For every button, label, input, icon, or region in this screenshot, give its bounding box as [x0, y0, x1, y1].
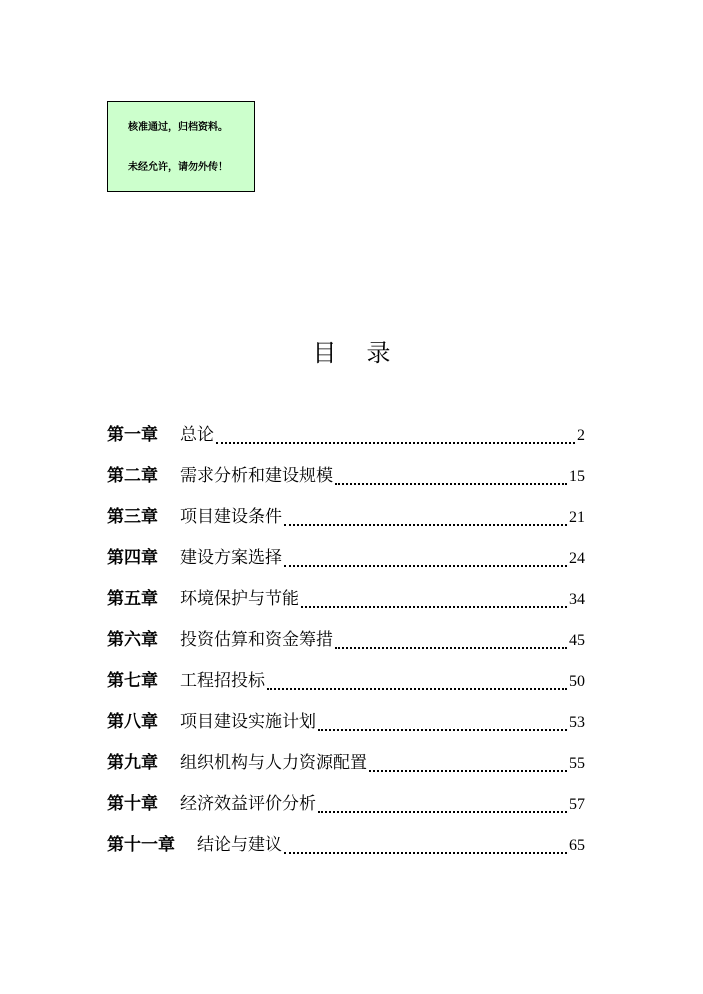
toc-chapter: 第一章: [107, 425, 158, 445]
toc-chapter: 第五章: [107, 589, 158, 609]
toc-chapter: 第三章: [107, 507, 158, 527]
toc-topic: 经济效益评价分析: [180, 794, 316, 814]
toc-dot-leader: [369, 770, 567, 772]
toc-page-number: 34: [569, 591, 585, 608]
toc-entry-8[interactable]: [107, 709, 585, 750]
toc-page-number: 15: [569, 468, 585, 485]
toc-chapter: 第十一章: [107, 835, 175, 855]
toc-entry-2[interactable]: [107, 463, 585, 504]
approval-stamp: [107, 101, 255, 192]
toc-dot-leader: [267, 688, 567, 690]
toc-topic: 组织机构与人力资源配置: [180, 753, 367, 773]
toc-topic: 结论与建议: [197, 835, 282, 855]
toc-dot-leader: [301, 606, 567, 608]
toc-entry-1[interactable]: [107, 422, 585, 463]
toc-entry-6[interactable]: [107, 627, 585, 668]
toc-dot-leader: [335, 483, 567, 485]
toc-dot-leader: [284, 852, 567, 854]
toc-page-number: 50: [569, 673, 585, 690]
toc-chapter: 第八章: [107, 712, 158, 732]
toc-entry-5[interactable]: [107, 586, 585, 627]
toc-chapter: 第二章: [107, 466, 158, 486]
toc-page-number: 57: [569, 796, 585, 813]
toc-chapter: 第四章: [107, 548, 158, 568]
toc-topic: 项目建设实施计划: [180, 712, 316, 732]
toc-entry-7[interactable]: [107, 668, 585, 709]
toc-topic: 环境保护与节能: [180, 589, 299, 609]
toc-entry-4[interactable]: [107, 545, 585, 586]
stamp-line-approved: 核准通过，归档资料。: [128, 122, 228, 133]
toc-dot-leader: [216, 442, 575, 444]
toc-page-number: 55: [569, 755, 585, 772]
toc-topic: 投资估算和资金筹措: [180, 630, 333, 650]
toc-chapter: 第九章: [107, 753, 158, 773]
toc-page-number: 65: [569, 837, 585, 854]
table-of-contents: [107, 422, 585, 873]
toc-page-number: 45: [569, 632, 585, 649]
toc-chapter: 第十章: [107, 794, 158, 814]
toc-entry-11[interactable]: [107, 832, 585, 873]
toc-title: 目录: [312, 339, 421, 367]
toc-topic: 项目建设条件: [180, 507, 282, 527]
toc-page-number: 53: [569, 714, 585, 731]
toc-chapter: 第六章: [107, 630, 158, 650]
toc-page-number: 21: [569, 509, 585, 526]
toc-topic: 建设方案选择: [180, 548, 282, 568]
stamp-line-confidential: 未经允许，请勿外传！: [128, 162, 228, 173]
toc-dot-leader: [318, 729, 567, 731]
toc-topic: 工程招投标: [180, 671, 265, 691]
toc-topic: 需求分析和建设规模: [180, 466, 333, 486]
toc-page-number: 24: [569, 550, 585, 567]
toc-dot-leader: [318, 811, 567, 813]
toc-entry-3[interactable]: [107, 504, 585, 545]
toc-entry-9[interactable]: [107, 750, 585, 791]
toc-dot-leader: [284, 524, 567, 526]
toc-topic: 总论: [180, 425, 214, 445]
toc-page-number: 2: [577, 427, 585, 444]
toc-entry-10[interactable]: [107, 791, 585, 832]
toc-dot-leader: [284, 565, 567, 567]
toc-chapter: 第七章: [107, 671, 158, 691]
toc-dot-leader: [335, 647, 567, 649]
